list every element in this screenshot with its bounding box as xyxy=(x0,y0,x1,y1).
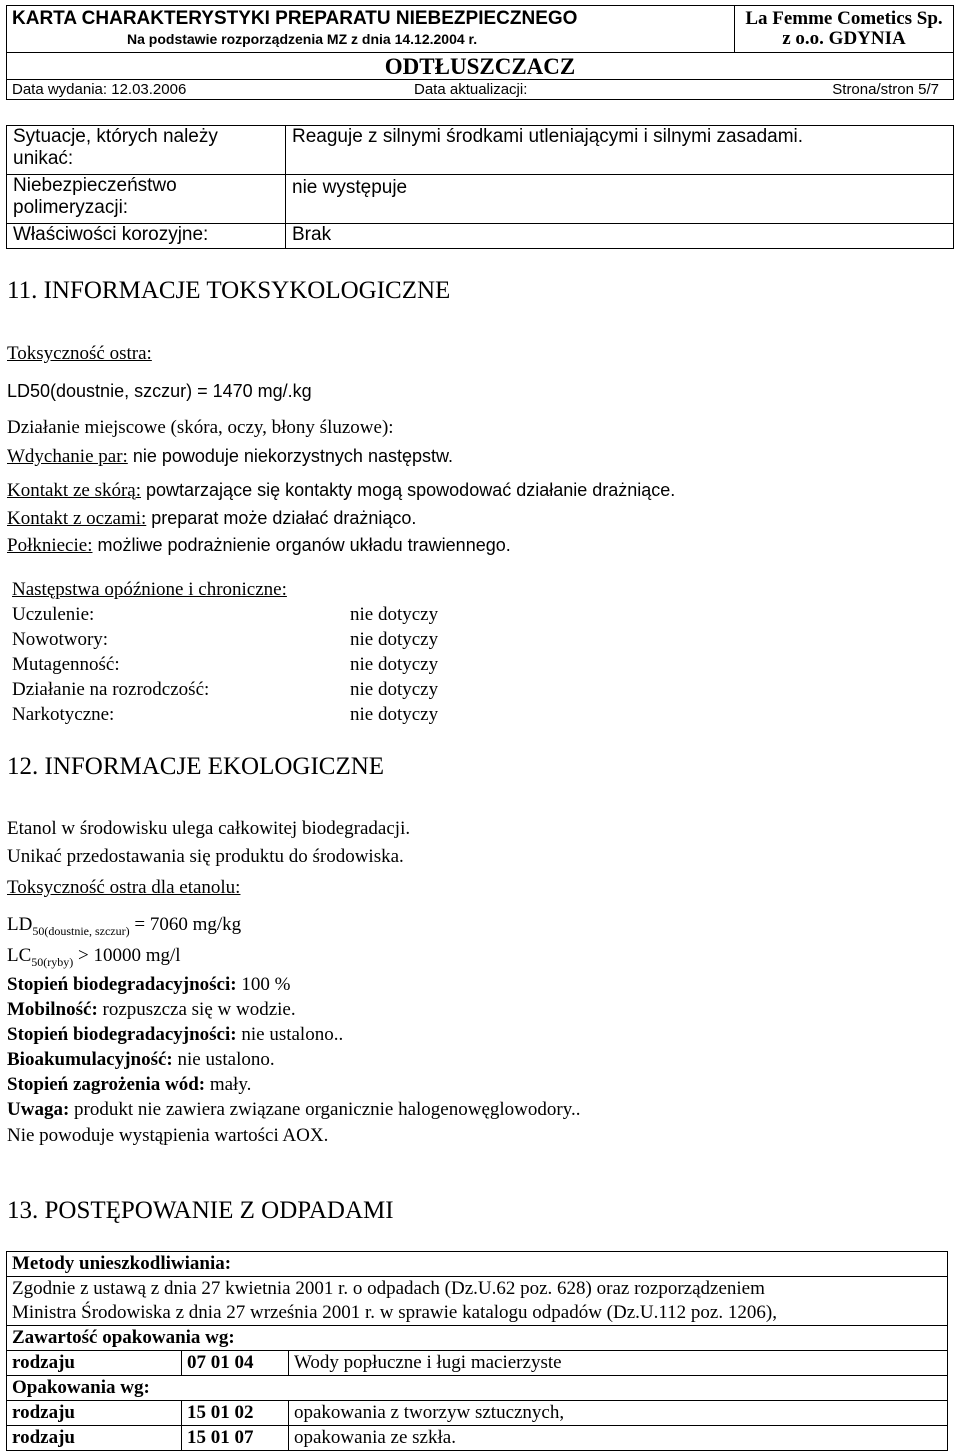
eyes-line xyxy=(7,508,416,530)
header-title-cell xyxy=(7,6,735,53)
row-value: Brak xyxy=(286,224,954,249)
chronic-value: nie dotyczy xyxy=(350,629,439,650)
chronic-label: Mutagenność: xyxy=(12,654,120,675)
document-header xyxy=(6,5,954,100)
biodegradation-2-line xyxy=(7,1024,343,1046)
company-cell xyxy=(735,6,954,53)
table-row xyxy=(7,175,954,224)
table-row xyxy=(7,126,954,175)
chronic-label: Nowotwory: xyxy=(12,629,109,650)
company-location: z o.o. GDYNIA xyxy=(782,28,906,49)
table-row xyxy=(7,224,954,249)
skin-text: powtarzające się kontakty mogą spowodować działanie drażniące. xyxy=(141,480,676,500)
methods-text-line-1: Zgodnie z ustawą z dnia 27 kwietnia 2001 r. o odpadach (Dz.U.62 poz. 628) oraz rozporządzeniem xyxy=(12,1278,765,1299)
water-hazard-value: mały. xyxy=(205,1074,252,1095)
swallow-label: Połkniecie: xyxy=(7,535,93,556)
chronic-value: nie dotyczy xyxy=(350,704,439,725)
ld50-ethanol xyxy=(7,914,241,936)
lc50-ethanol xyxy=(7,945,181,967)
bioaccumulation-line xyxy=(7,1049,275,1071)
row-label: Niebezpieczeństwo polimeryzacji: xyxy=(7,175,286,224)
chronic-value: nie dotyczy xyxy=(350,604,439,625)
swallow-text: możliwe podrażnienie organów układu trawiennego. xyxy=(92,535,511,555)
biodegradation-2-label: Stopień biodegradacyjności: xyxy=(7,1024,237,1045)
row-label: Sytuacje, których należy unikać: xyxy=(7,126,286,175)
mobility-label: Mobilność: xyxy=(7,999,98,1020)
row-value: Reaguje z silnymi środkami utleniającymi i silnymi zasadami. xyxy=(286,126,954,175)
acute-toxicity-label: Toksyczność ostra: xyxy=(7,343,152,364)
mobility-value: rozpuszcza się w wodzie. xyxy=(97,999,296,1020)
waste-table xyxy=(6,1251,948,1451)
table-row xyxy=(7,1426,948,1451)
row-value: nie występuje xyxy=(286,175,954,224)
stability-table xyxy=(6,125,954,249)
aox-line: Nie powoduje wystąpienia wartości AOX. xyxy=(7,1125,329,1146)
section-12-heading: 12. INFORMACJE EKOLOGICZNE xyxy=(7,753,385,780)
table-row xyxy=(7,1252,948,1277)
chronic-heading: Następstwa opóźnione i chroniczne: xyxy=(12,579,287,600)
waste-kind: rodzaju xyxy=(7,1426,182,1451)
skin-line xyxy=(7,480,675,502)
document-title: KARTA CHARAKTERYSTYKI PREPARATU NIEBEZPIECZNEGO xyxy=(12,8,578,29)
mobility-line xyxy=(7,999,296,1021)
biodegradation-label: Stopień biodegradacyjności: xyxy=(7,974,237,995)
ld-base: LD xyxy=(7,914,33,935)
eco-line-1: Etanol w środowisku ulega całkowitej biodegradacji. xyxy=(7,818,411,839)
table-row xyxy=(7,1326,948,1351)
water-hazard-label: Stopień zagrożenia wód: xyxy=(7,1074,206,1095)
methods-text-line-2: Ministra Środowiska z dnia 27 września 2001 r. w sprawie katalogu odpadów (Dz.U.112 poz. 1206), xyxy=(12,1302,777,1323)
lc-subscript: 50(ryby) xyxy=(31,955,74,969)
issue-date: Data wydania: 12.03.2006 xyxy=(7,80,410,100)
chronic-label: Uczulenie: xyxy=(12,604,95,625)
eyes-text: preparat może działać drażniąco. xyxy=(146,508,417,528)
eco-line-2: Unikać przedostawania się produktu do środowiska. xyxy=(7,846,404,867)
biodegradation-line xyxy=(7,974,290,996)
biodegradation-2-value: nie ustalono.. xyxy=(236,1024,344,1045)
waste-description: opakowania z tworzyw sztucznych, xyxy=(289,1401,948,1426)
ld-value: = 7060 mg/kg xyxy=(129,914,242,935)
regulation-subtitle: Na podstawie rozporządzenia MZ z dnia 14.12.2004 r. xyxy=(127,31,478,47)
chronic-value: nie dotyczy xyxy=(350,654,439,675)
ld50-value: LD50(doustnie, szczur) = 1470 mg/.kg xyxy=(7,381,312,401)
chronic-label: Narkotyczne: xyxy=(12,704,115,725)
chronic-label: Działanie na rozrodczość: xyxy=(12,679,210,700)
waste-code: 07 01 04 xyxy=(182,1351,289,1376)
row-label: Właściwości korozyjne: xyxy=(7,224,286,249)
methods-label: Metody unieszkodliwiania: xyxy=(7,1252,948,1277)
content-label: Zawartość opakowania wg: xyxy=(7,1326,948,1351)
product-name: ODTŁUSZCZACZ xyxy=(7,53,954,80)
waste-description: Wody popłuczne i ługi macierzyste xyxy=(289,1351,948,1376)
table-row xyxy=(7,1351,948,1376)
swallow-line xyxy=(7,535,511,557)
page-number: Strona/stron 5/7 xyxy=(735,80,954,100)
waste-kind: rodzaju xyxy=(7,1401,182,1426)
section-13-heading: 13. POSTĘPOWANIE Z ODPADAMI xyxy=(7,1197,394,1224)
note-label: Uwaga: xyxy=(7,1099,70,1120)
inhalation-text: nie powoduje niekorzystnych następstw. xyxy=(127,446,453,466)
note-line xyxy=(7,1099,581,1121)
inhalation-label: Wdychanie par: xyxy=(7,446,128,467)
bioaccumulation-value: nie ustalono. xyxy=(172,1049,275,1070)
ld-subscript: 50(doustnie, szczur) xyxy=(32,924,130,938)
section-11-heading: 11. INFORMACJE TOKSYKOLOGICZNE xyxy=(7,277,451,304)
lc-value: > 10000 mg/l xyxy=(73,945,181,966)
table-row xyxy=(7,1277,948,1326)
waste-code: 15 01 02 xyxy=(182,1401,289,1426)
water-hazard-line xyxy=(7,1074,251,1096)
waste-code: 15 01 07 xyxy=(182,1426,289,1451)
note-value: produkt nie zawiera związane organicznie halogenowęglowodory.. xyxy=(69,1099,581,1120)
local-effects-heading: Działanie miejscowe (skóra, oczy, błony śluzowe): xyxy=(7,417,394,438)
skin-label: Kontakt ze skórą: xyxy=(7,480,142,501)
waste-kind: rodzaju xyxy=(7,1351,182,1376)
ethanol-toxicity-label: Toksyczność ostra dla etanolu: xyxy=(7,877,241,898)
update-date: Data aktualizacji: xyxy=(409,80,735,100)
methods-text xyxy=(7,1277,948,1326)
inhalation-line xyxy=(7,446,453,468)
biodegradation-value: 100 % xyxy=(236,974,291,995)
company-name: La Femme Cometics Sp. xyxy=(745,8,943,29)
waste-description: opakowania ze szkła. xyxy=(289,1426,948,1451)
packaging-label: Opakowania wg: xyxy=(7,1376,948,1401)
bioaccumulation-label: Bioakumulacyjność: xyxy=(7,1049,173,1070)
eyes-label: Kontakt z oczami: xyxy=(7,508,147,529)
chronic-value: nie dotyczy xyxy=(350,679,439,700)
lc-base: LC xyxy=(7,945,32,966)
table-row xyxy=(7,1376,948,1401)
table-row xyxy=(7,1401,948,1426)
